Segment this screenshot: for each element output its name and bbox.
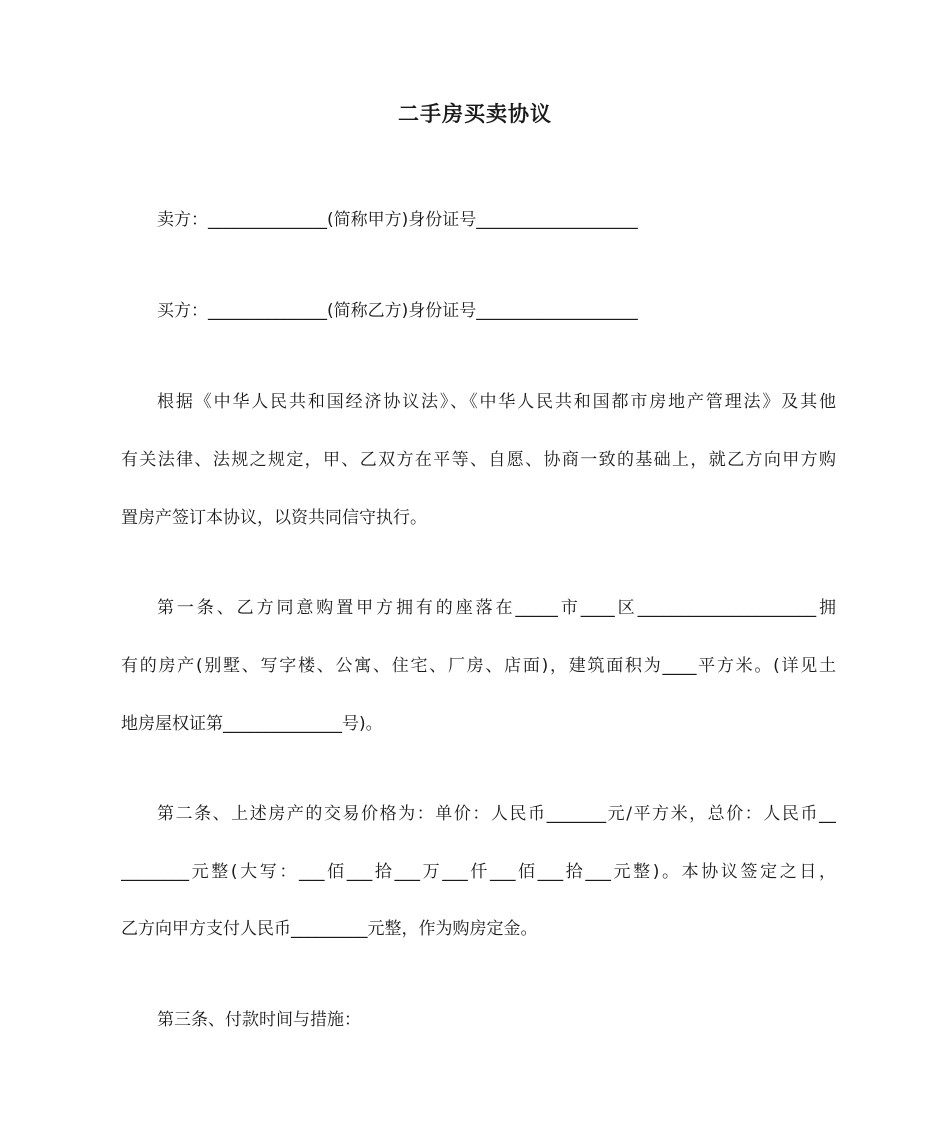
- article-1-line-3: 地房屋权证第______________号)。: [121, 714, 383, 734]
- article-2-line-2: ________元整(大写：___佰___拾___万___仟___佰___拾___元整)。本协议签定之日，: [121, 862, 836, 882]
- article-2-line-1: 第二条、上述房产的交易价格为：单价：人民币_______元/平方米，总价：人民币__: [157, 804, 836, 824]
- document-title: 二手房买卖协议: [398, 102, 552, 126]
- article-2-line-3: 乙方向甲方支付人民币_________元整，作为购房定金。: [121, 919, 538, 939]
- buyer-line: 买方：______________(简称乙方)身份证号___________________: [157, 301, 638, 321]
- preamble-line-2: 有关法律、法规之规定，甲、乙双方在平等、自愿、协商一致的基础上，就乙方向甲方购: [121, 450, 836, 470]
- seller-line: 卖方：______________(简称甲方)身份证号___________________: [157, 210, 638, 230]
- article-1-line-1: 第一条、乙方同意购置甲方拥有的座落在_____市____区_____________________拥: [157, 598, 836, 618]
- preamble-line-1: 根据《中华人民共和国经济协议法》、《中华人民共和国都市房地产管理法》及其他: [157, 392, 836, 412]
- preamble-line-3: 置房产签订本协议，以资共同信守执行。: [121, 508, 427, 528]
- article-3-line-1: 第三条、付款时间与措施：: [157, 1010, 361, 1030]
- article-1-line-2: 有的房产(别墅、写字楼、公寓、住宅、厂房、店面)，建筑面积为____平方米。(详见土: [121, 656, 836, 676]
